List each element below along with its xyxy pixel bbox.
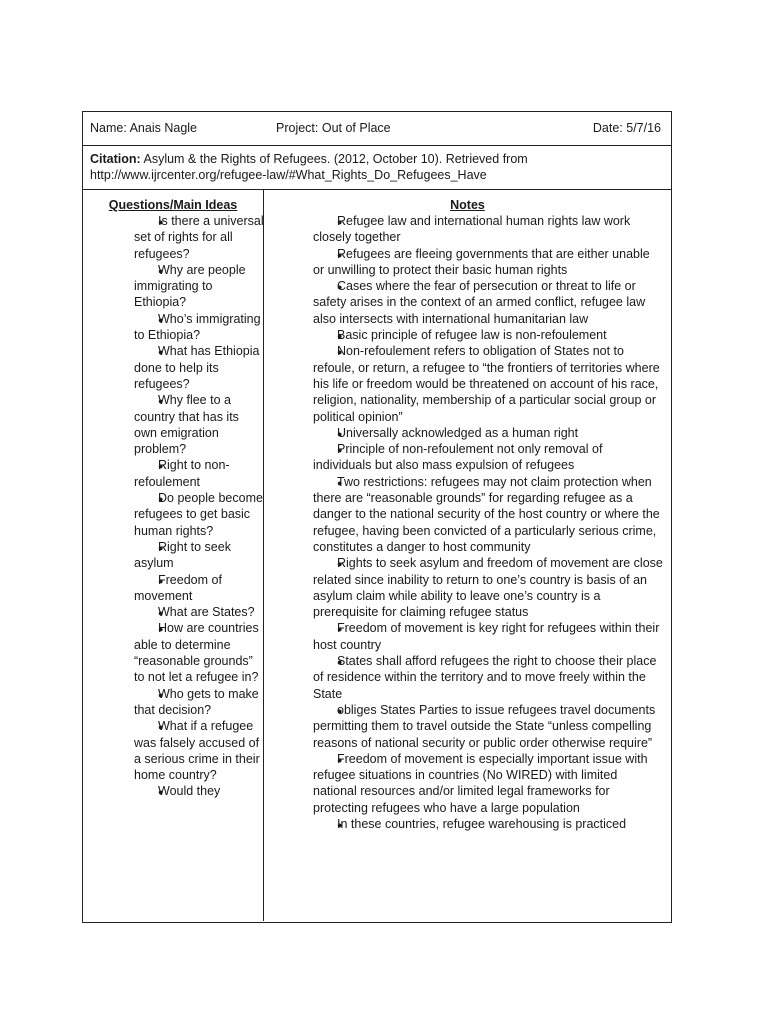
question-item: ● How are countries able to determine “reasonable grounds” to not let a refugee in?	[134, 620, 264, 685]
citation-url: http://www.ijrcenter.org/refugee-law/#What_Rights_Do_Refugees_Have	[90, 167, 487, 182]
question-item: ● Do people become refugees to get basic human rights?	[134, 490, 264, 539]
notes-column	[264, 190, 671, 921]
notes-title: Notes	[450, 198, 485, 212]
question-item: ● Would they	[134, 783, 264, 799]
note-item: ● Two restrictions: refugees may not claim protection when there are “reasonable grounds” for regarding refugee as a danger to the national security of the host country or where the refugee, having been convicted of a particularly serious crime, constitutes a danger to host community	[313, 474, 663, 555]
question-item: ● Right to non-refoulement	[134, 457, 264, 490]
citation-text: Asylum & the Rights of Refugees. (2012, October 10). Retrieved from	[143, 152, 528, 166]
note-item: ● In these countries, refugee warehousing is practiced	[313, 816, 663, 832]
question-item: ● Why flee to a country that has its own emigration problem?	[134, 392, 264, 457]
question-item: ● Right to seek asylum	[134, 539, 264, 572]
questions-title: Questions/Main Ideas	[108, 198, 238, 212]
note-item: ● Non-refoulement refers to obligation of States not to refoule, or return, a refugee to “the frontiers of territories where his life or freedom would be threatened on account of his race, religion, nationality, membership of a particular social group or political opinion”	[313, 343, 663, 424]
note-item: ● Freedom of movement is key right for refugees within their host country	[313, 620, 663, 653]
note-item: ● Rights to seek asylum and freedom of movement are close related since inability to return to one’s country is basis of an asylum claim while ability to leave one’s country is a prerequisite for claiming refugee status	[313, 555, 663, 620]
citation-label: Citation:	[90, 152, 141, 166]
notes-columns	[83, 190, 671, 921]
question-item: ● Why are people immigrating to Ethiopia?	[134, 262, 264, 311]
questions-list	[83, 213, 264, 800]
question-item: ● What if a refugee was falsely accused of a serious crime in their home country?	[134, 718, 264, 783]
question-item: ● Who’s immigrating to Ethiopia?	[134, 311, 264, 344]
note-item: ● Refugees are fleeing governments that are either unable or unwilling to protect their basic human rights	[313, 246, 663, 279]
note-item: ● Basic principle of refugee law is non-refoulement	[313, 327, 663, 343]
note-item: ● Principle of non-refoulement not only removal of individuals but also mass expulsion of refugees	[313, 441, 663, 474]
project-name: Project: Out of Place	[276, 121, 391, 135]
note-item: ● Universally acknowledged as a human right	[313, 425, 663, 441]
question-item: ● Who gets to make that decision?	[134, 686, 264, 719]
note-item: ● Refugee law and international human rights law work closely together	[313, 213, 663, 246]
note-item: ● Cases where the fear of persecution or threat to life or safety arises in the context of an armed conflict, refugee law also intersects with international humanitarian law	[313, 278, 663, 327]
notes-sheet	[82, 111, 672, 923]
question-item: ● Freedom of movement	[134, 572, 264, 605]
date: Date: 5/7/16	[592, 121, 661, 135]
question-item: ● What are States?	[134, 604, 264, 620]
question-item: ● What has Ethiopia done to help its refugees?	[134, 343, 264, 392]
note-item: ● States shall afford refugees the right to choose their place of residence within the territory and to move freely within the State	[313, 653, 663, 702]
note-item: ● obliges States Parties to issue refugees travel documents permitting them to travel outside the State “unless compelling reasons of national security or public order otherwise require”	[313, 702, 663, 751]
header-row	[83, 112, 671, 146]
student-name: Name: Anais Nagle	[90, 121, 198, 135]
notes-list	[264, 213, 663, 832]
citation-row	[83, 146, 671, 190]
question-item: ● Is there a universal set of rights for all refugees?	[134, 213, 264, 262]
questions-column	[83, 190, 264, 921]
note-item: ● Freedom of movement is especially important issue with refugee situations in countries (No WIRED) with limited national resources and/or limited legal frameworks for protecting refugees who have a large population	[313, 751, 663, 816]
